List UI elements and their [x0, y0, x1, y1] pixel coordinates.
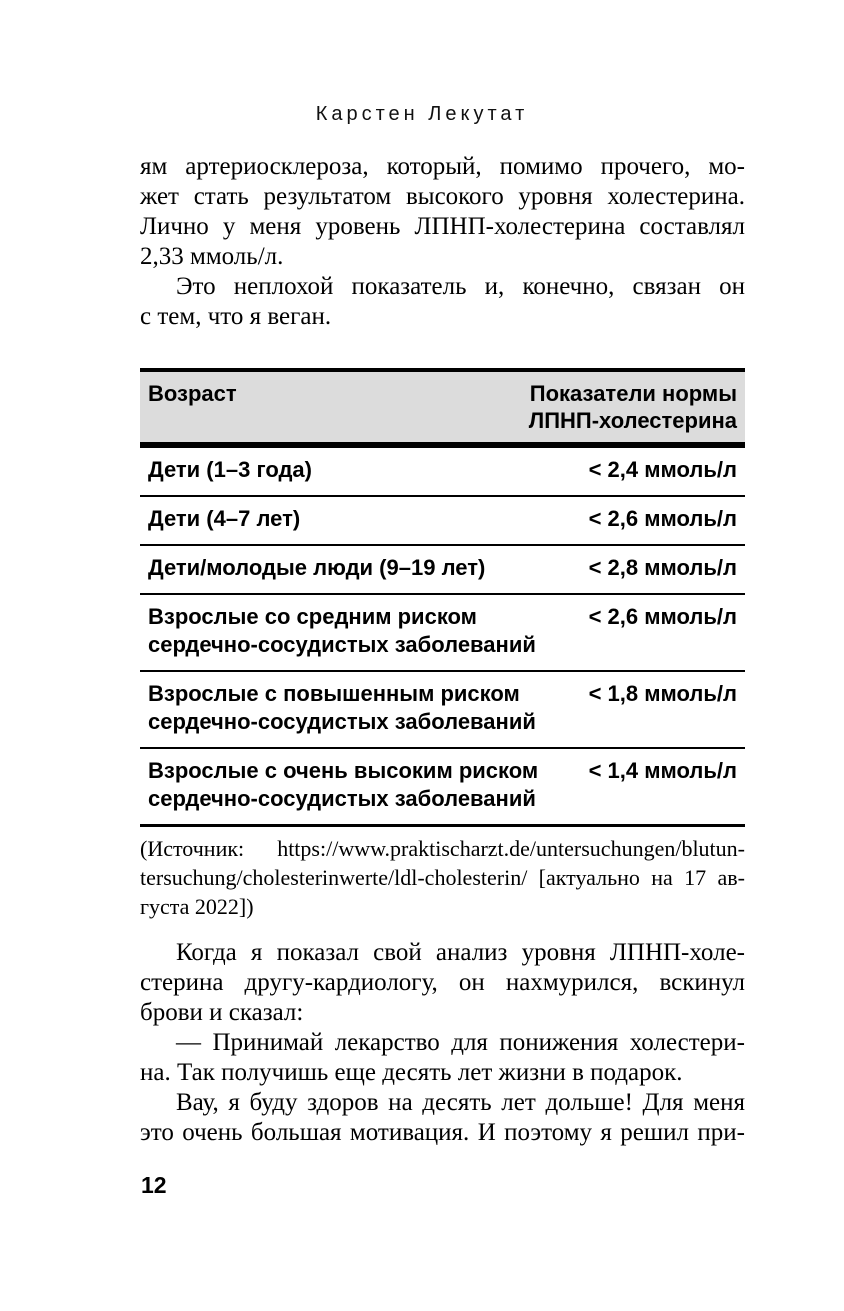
text-line: жет стать результатом высокого уровня холестерина.	[140, 183, 745, 210]
text-line: густа 2022])	[140, 894, 254, 919]
age-text: Дети/молодые люди (9–19 лет)	[148, 555, 486, 580]
page-number: 12	[141, 1172, 167, 1198]
table-cell-value: < 1,8 ммоль/л	[588, 681, 737, 706]
table-cell-age	[148, 680, 536, 736]
text-line: стерина другу-кардиологу, он нахмурился, вскинул	[140, 969, 745, 996]
age-text: Дети (1–3 года)	[148, 457, 312, 482]
text-line: 2,33 ммоль/л.	[140, 243, 284, 270]
text-line: брови и сказал:	[140, 999, 304, 1026]
paragraph	[140, 272, 745, 332]
age-text: Взрослые со средним риском	[148, 604, 477, 629]
age-text: сердечно-сосудистых заболеваний	[148, 632, 536, 657]
paragraph	[140, 938, 745, 1028]
table-row	[140, 747, 745, 824]
table-header-norm-line2: ЛПНП-холестерина	[528, 408, 737, 433]
age-text: Взрослые с очень высоким риском	[148, 758, 539, 783]
paragraph	[140, 1088, 745, 1148]
table-cell-value: < 1,4 ммоль/л	[588, 758, 737, 783]
table-cell-value: < 2,8 ммоль/л	[588, 555, 737, 580]
age-text: сердечно-сосудистых заболеваний	[148, 709, 536, 734]
text-line: ям артериосклероза, который, помимо прочего, мо-	[140, 153, 745, 180]
table-cell-age	[148, 757, 538, 813]
table-cell-value: < 2,6 ммоль/л	[588, 604, 737, 629]
source-citation	[140, 834, 745, 921]
table-row	[140, 593, 745, 670]
ldl-norms-table	[140, 368, 745, 827]
body-text-top	[140, 152, 745, 332]
text-line: Это неплохой показатель и, конечно, связан он	[176, 273, 745, 300]
age-text: Взрослые с повышенным риском	[148, 681, 520, 706]
table-cell-age	[148, 456, 312, 484]
table-cell-age	[148, 603, 536, 659]
paragraph	[140, 152, 745, 272]
text-line: Когда я показал свой анализ уровня ЛПНП-холе-	[176, 939, 745, 966]
table-cell-value: < 2,6 ммоль/л	[588, 506, 737, 531]
table-cell-value: < 2,4 ммоль/л	[588, 457, 737, 482]
table-header-row	[140, 372, 745, 446]
text-line: Лично у меня уровень ЛПНП-холестерина составлял	[140, 213, 745, 240]
text-line: это очень большая мотивация. И поэтому я решил при-	[140, 1119, 745, 1146]
table-header-norm-line1: Показатели нормы	[529, 381, 737, 406]
table-header-age: Возраст	[148, 381, 237, 406]
age-text: сердечно-сосудистых заболеваний	[148, 786, 536, 811]
text-line: — Принимай лекарство для понижения холестери-	[176, 1029, 745, 1056]
paragraph	[140, 1028, 745, 1088]
text-line: на. Так получишь еще десять лет жизни в подарок.	[140, 1059, 683, 1086]
table-row	[140, 446, 745, 495]
table-row	[140, 544, 745, 593]
running-header: Карстен Лекутат	[315, 103, 529, 125]
text-line: с тем, что я веган.	[140, 303, 332, 330]
body-text-bottom	[140, 938, 745, 1148]
text-line: tersuchung/cholesterinwerte/ldl-cholesterin/ [актуально на 17 ав-	[140, 865, 745, 890]
table-cell-age	[148, 554, 485, 582]
table-row	[140, 670, 745, 747]
age-text: Дети (4–7 лет)	[148, 506, 301, 531]
table-row	[140, 495, 745, 544]
table-cell-age	[148, 505, 300, 533]
table-header-norm	[529, 380, 737, 434]
text-line: Вау, я буду здоров на десять лет дольше! Для меня	[176, 1089, 745, 1116]
text-line: (Источник: https://www.praktischarzt.de/untersuchungen/blutun-	[140, 836, 745, 861]
